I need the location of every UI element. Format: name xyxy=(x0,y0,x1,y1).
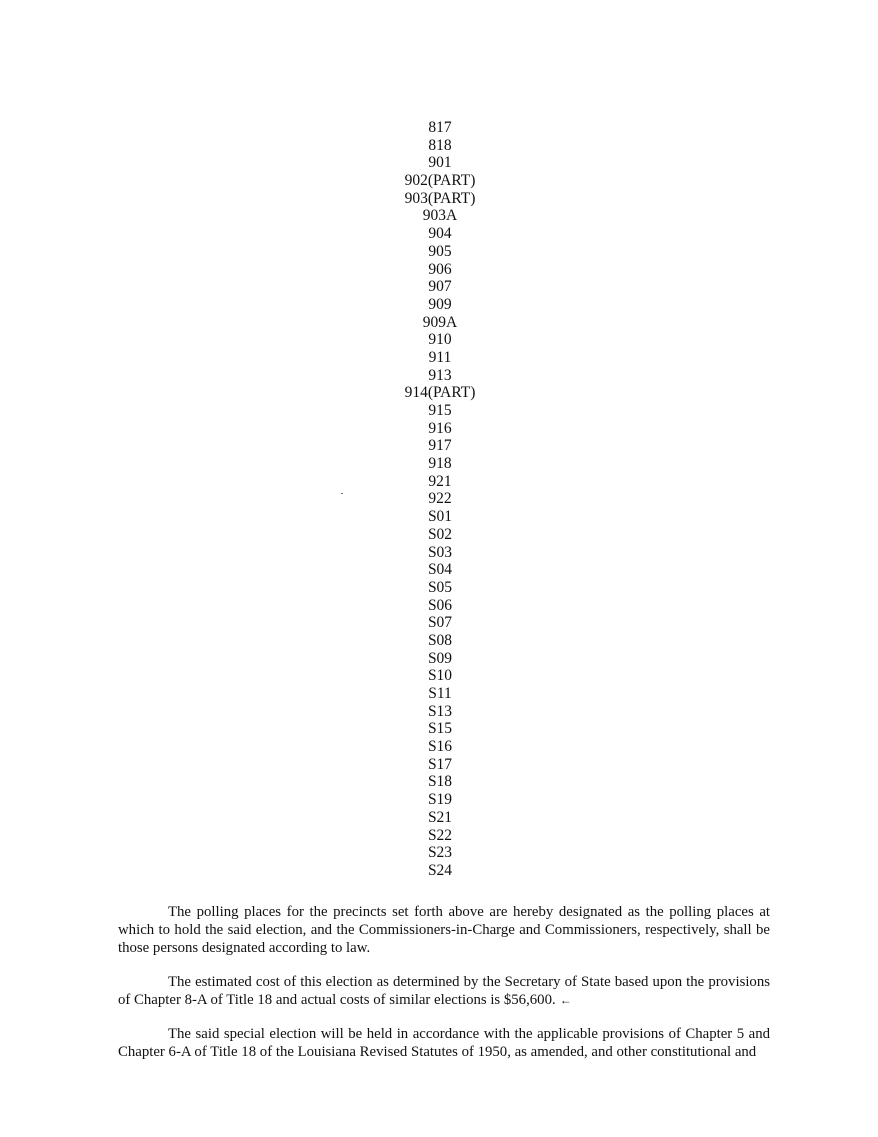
precinct-item: 901 xyxy=(428,154,452,172)
precinct-item: S05 xyxy=(427,578,453,596)
precinct-item: 922 xyxy=(428,490,452,508)
precinct-item: S21 xyxy=(427,808,453,826)
precinct-item: 918 xyxy=(428,455,452,473)
precinct-item: 903A xyxy=(422,207,458,225)
precinct-item: S03 xyxy=(427,543,453,561)
estimated-cost-paragraph xyxy=(118,973,770,1009)
precinct-item: S07 xyxy=(427,614,453,632)
precinct-list xyxy=(0,119,878,880)
precinct-item: S24 xyxy=(427,861,453,879)
precinct-item: 913 xyxy=(428,366,452,384)
precinct-item: 911 xyxy=(428,348,452,366)
precinct-item: 904 xyxy=(428,225,452,243)
precinct-item: S18 xyxy=(427,773,453,791)
polling-places-paragraph xyxy=(118,903,770,957)
estimated-cost-text: The estimated cost of this election as determined by the Secretary of State based upon the provisions of Chapter 8-A of Title 18 and actual costs of similar elections is $56,600. xyxy=(118,974,770,1008)
precinct-item: 902(PART) xyxy=(404,172,476,190)
precinct-item: S16 xyxy=(427,738,453,756)
precinct-item: S02 xyxy=(427,525,453,543)
precinct-item: 910 xyxy=(428,331,452,349)
precinct-item: S08 xyxy=(427,631,453,649)
precinct-item: S22 xyxy=(427,826,453,844)
precinct-item: 907 xyxy=(428,278,452,296)
precinct-item: 916 xyxy=(428,419,452,437)
precinct-item: S06 xyxy=(427,596,453,614)
precinct-item: S23 xyxy=(427,844,453,862)
precinct-item: 905 xyxy=(428,242,452,260)
scan-speck xyxy=(341,493,343,494)
precinct-item: 909A xyxy=(422,313,458,331)
precinct-item: S04 xyxy=(427,561,453,579)
precinct-item: 915 xyxy=(428,402,452,419)
precinct-item: S13 xyxy=(427,702,453,720)
precinct-item: 903(PART) xyxy=(404,189,476,207)
precinct-item: S09 xyxy=(427,649,453,667)
precinct-item: 917 xyxy=(428,437,452,455)
precinct-item: 914(PART) xyxy=(404,384,476,402)
special-election-paragraph xyxy=(118,1025,770,1061)
precinct-item: 921 xyxy=(428,472,452,490)
precinct-item: 909 xyxy=(428,295,452,313)
precinct-item: S11 xyxy=(428,685,452,702)
precinct-item: S19 xyxy=(427,791,453,809)
polling-places-text: The polling places for the precincts set forth above are hereby designated as the polling places at which to hold the said election, and the Commissioners-in-Charge and Commissioners, respectively, shall be those persons designated according to law. xyxy=(118,904,770,956)
precinct-item: S15 xyxy=(427,720,453,738)
handwritten-arrow-mark: ← xyxy=(559,993,572,1007)
precinct-item: 906 xyxy=(428,260,452,278)
special-election-text: The said special election will be held in accordance with the applicable provisions of Chapter 5 and Chapter 6-A of Title 18 of the Louisiana Revised Statutes of 1950, as amended, and other constitutional and xyxy=(118,1026,770,1060)
precinct-item: 818 xyxy=(428,136,452,154)
precinct-item: S10 xyxy=(427,667,453,685)
precinct-item: S01 xyxy=(427,508,453,526)
precinct-item: 817 xyxy=(428,119,452,136)
precinct-item: S17 xyxy=(427,755,453,773)
